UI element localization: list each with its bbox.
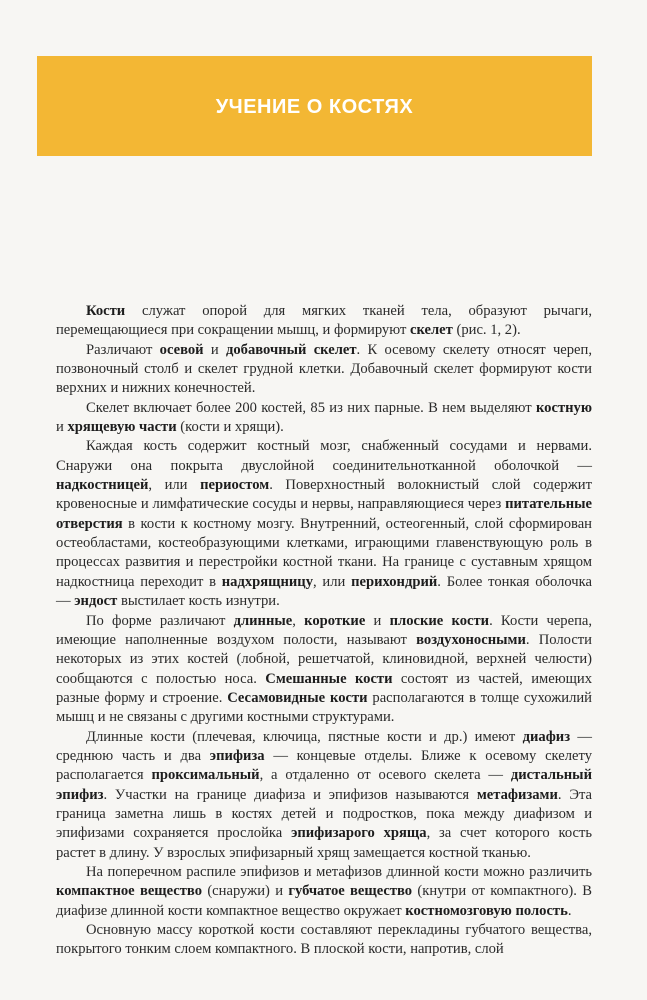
bold-term: перихондрий	[351, 573, 438, 590]
bold-term: надхрящницу	[221, 573, 314, 590]
text-run: (рис. 1, 2).	[452, 322, 521, 339]
paragraph	[56, 399, 592, 438]
text-run: . Более тонкая оболочка —	[56, 573, 592, 610]
text-run: Каждая кость содержит костный мозг, снабженный сосудами и нервами. Снаружи она покрыта двуслойной соединительнотканной оболочкой —	[56, 438, 592, 474]
text-run: . Поверхностный волокнистый слой содержит кровеносные и лимфатические сосуды и нервы, направляющиеся через	[56, 477, 592, 513]
bold-term: воздухоносными	[416, 631, 526, 648]
bold-term: хрящевую части	[67, 419, 177, 436]
bold-term: плоские кости	[389, 612, 490, 629]
bold-term: добавочный скелет	[225, 341, 357, 358]
bold-term: метафизами	[476, 786, 558, 803]
bold-term: Сесамовидные кости	[227, 689, 368, 706]
paragraph	[56, 863, 592, 921]
bold-term: компактное вещество	[56, 883, 203, 900]
text-run: . К осевому скелету относят череп, позвоночный столб и скелет грудной клетки. Добавочный скелет формируют кости верхних и нижних конечностей.	[56, 341, 592, 397]
text-run: в кости к костному мозгу. Внутренний, остеогенный, слой сформирован остеобластами, костеобразующими клетками, играющими главенствующую роль в процессах развития и перестройки костной ткани. На границе с суставным хрящом надкостница переходит в	[56, 515, 592, 590]
text-run: — среднюю часть и два	[56, 728, 592, 764]
bold-term: проксимальный	[151, 767, 260, 784]
text-run: По форме различают	[86, 612, 234, 629]
bold-term: надкостницей	[56, 477, 149, 494]
bold-term: длинные	[233, 612, 293, 629]
text-run: (снаружи) и	[202, 883, 289, 900]
bold-term: периостом	[200, 477, 270, 494]
bold-term: эпифиза	[209, 747, 265, 764]
bold-term: Кости	[86, 303, 126, 319]
bold-term: Смешанные кости	[265, 670, 393, 687]
text-run: (кости и хрящи).	[176, 419, 284, 436]
text-run: — концевые отделы. Ближе к осевому скелету располагается	[56, 747, 592, 784]
bold-term: скелет	[409, 322, 453, 339]
text-run: выстилает кость изнутри.	[117, 593, 280, 610]
text-run: , за счет которого кость растет в длину. У взрослых эпифизарный хрящ замещается костной тканью.	[56, 825, 593, 861]
text-run: ,	[292, 612, 305, 629]
text-run: располагаются в толще сухожилий мышц и не связаны с другими костными структурами.	[56, 689, 592, 726]
text-run: и	[203, 341, 226, 358]
text-run: . Участки на границе диафиза и эпифизов называются	[103, 786, 477, 803]
paragraph	[56, 437, 592, 611]
bold-term: костную	[535, 399, 592, 416]
text-run: На поперечном распиле эпифизов и метафизов длинной кости можно различить	[86, 863, 592, 880]
bold-term: костномозговую полость	[405, 902, 568, 919]
text-run: .	[567, 902, 572, 919]
text-run: Различают	[86, 341, 160, 358]
paragraph	[56, 341, 592, 399]
text-run: . Эта граница заметна лишь в костях детей и подростков, пока между диафизом и эпифизами сохраняется прослойка	[56, 786, 593, 842]
paragraph	[56, 728, 592, 863]
body-text	[56, 302, 592, 960]
chapter-title-banner	[37, 56, 592, 156]
text-run: и	[56, 419, 68, 436]
text-run: , или	[148, 477, 201, 494]
text-run: Основную массу короткой кости составляют перекладины губчатого вещества, покрытого тонким слоем компактного. В плоской кости, напротив, слой	[56, 922, 592, 958]
bold-term: осевой	[159, 341, 204, 358]
text-run: , а отдаленно от осевого скелета —	[259, 767, 511, 784]
bold-term: короткие	[304, 612, 366, 629]
bold-term: губчатое вещество	[288, 883, 413, 900]
text-run: . Кости черепа, имеющие наполненные воздухом полости, называют	[56, 612, 593, 648]
bold-term: дистальный эпифиз	[56, 767, 592, 803]
bold-term: эндост	[74, 593, 118, 610]
paragraph	[56, 921, 592, 960]
text-run: (кнутри от компактного). В диафизе длинной кости компактное вещество окружает	[56, 883, 592, 919]
paragraph	[56, 612, 592, 728]
bold-term: питательные отверстия	[56, 496, 592, 532]
text-run: Скелет включает более 200 костей, 85 из них парные. В нем выделяют	[86, 399, 536, 416]
text-run: и	[365, 612, 390, 629]
bold-term: диафиз	[522, 728, 571, 745]
text-run: . Полости некоторых из этих костей (лобной, решетчатой, клиновидной, верхней челюсти) сообщаются с полостью носа.	[56, 631, 592, 687]
text-run: служат опорой для мягких тканей тела, образуют рычаги, перемещающиеся при сокращении мышц, и формируют	[56, 303, 592, 339]
bold-term: эпифизарого хряща	[291, 825, 427, 842]
chapter-title: УЧЕНИЕ О КОСТЯХ	[215, 95, 414, 118]
text-run: Длинные кости (плечевая, ключица, пястные кости и др.) имеют	[86, 728, 523, 745]
text-run: состоят из частей, имеющих разные форму и строение.	[56, 670, 592, 706]
text-run: , или	[313, 573, 352, 590]
paragraph	[56, 302, 592, 341]
